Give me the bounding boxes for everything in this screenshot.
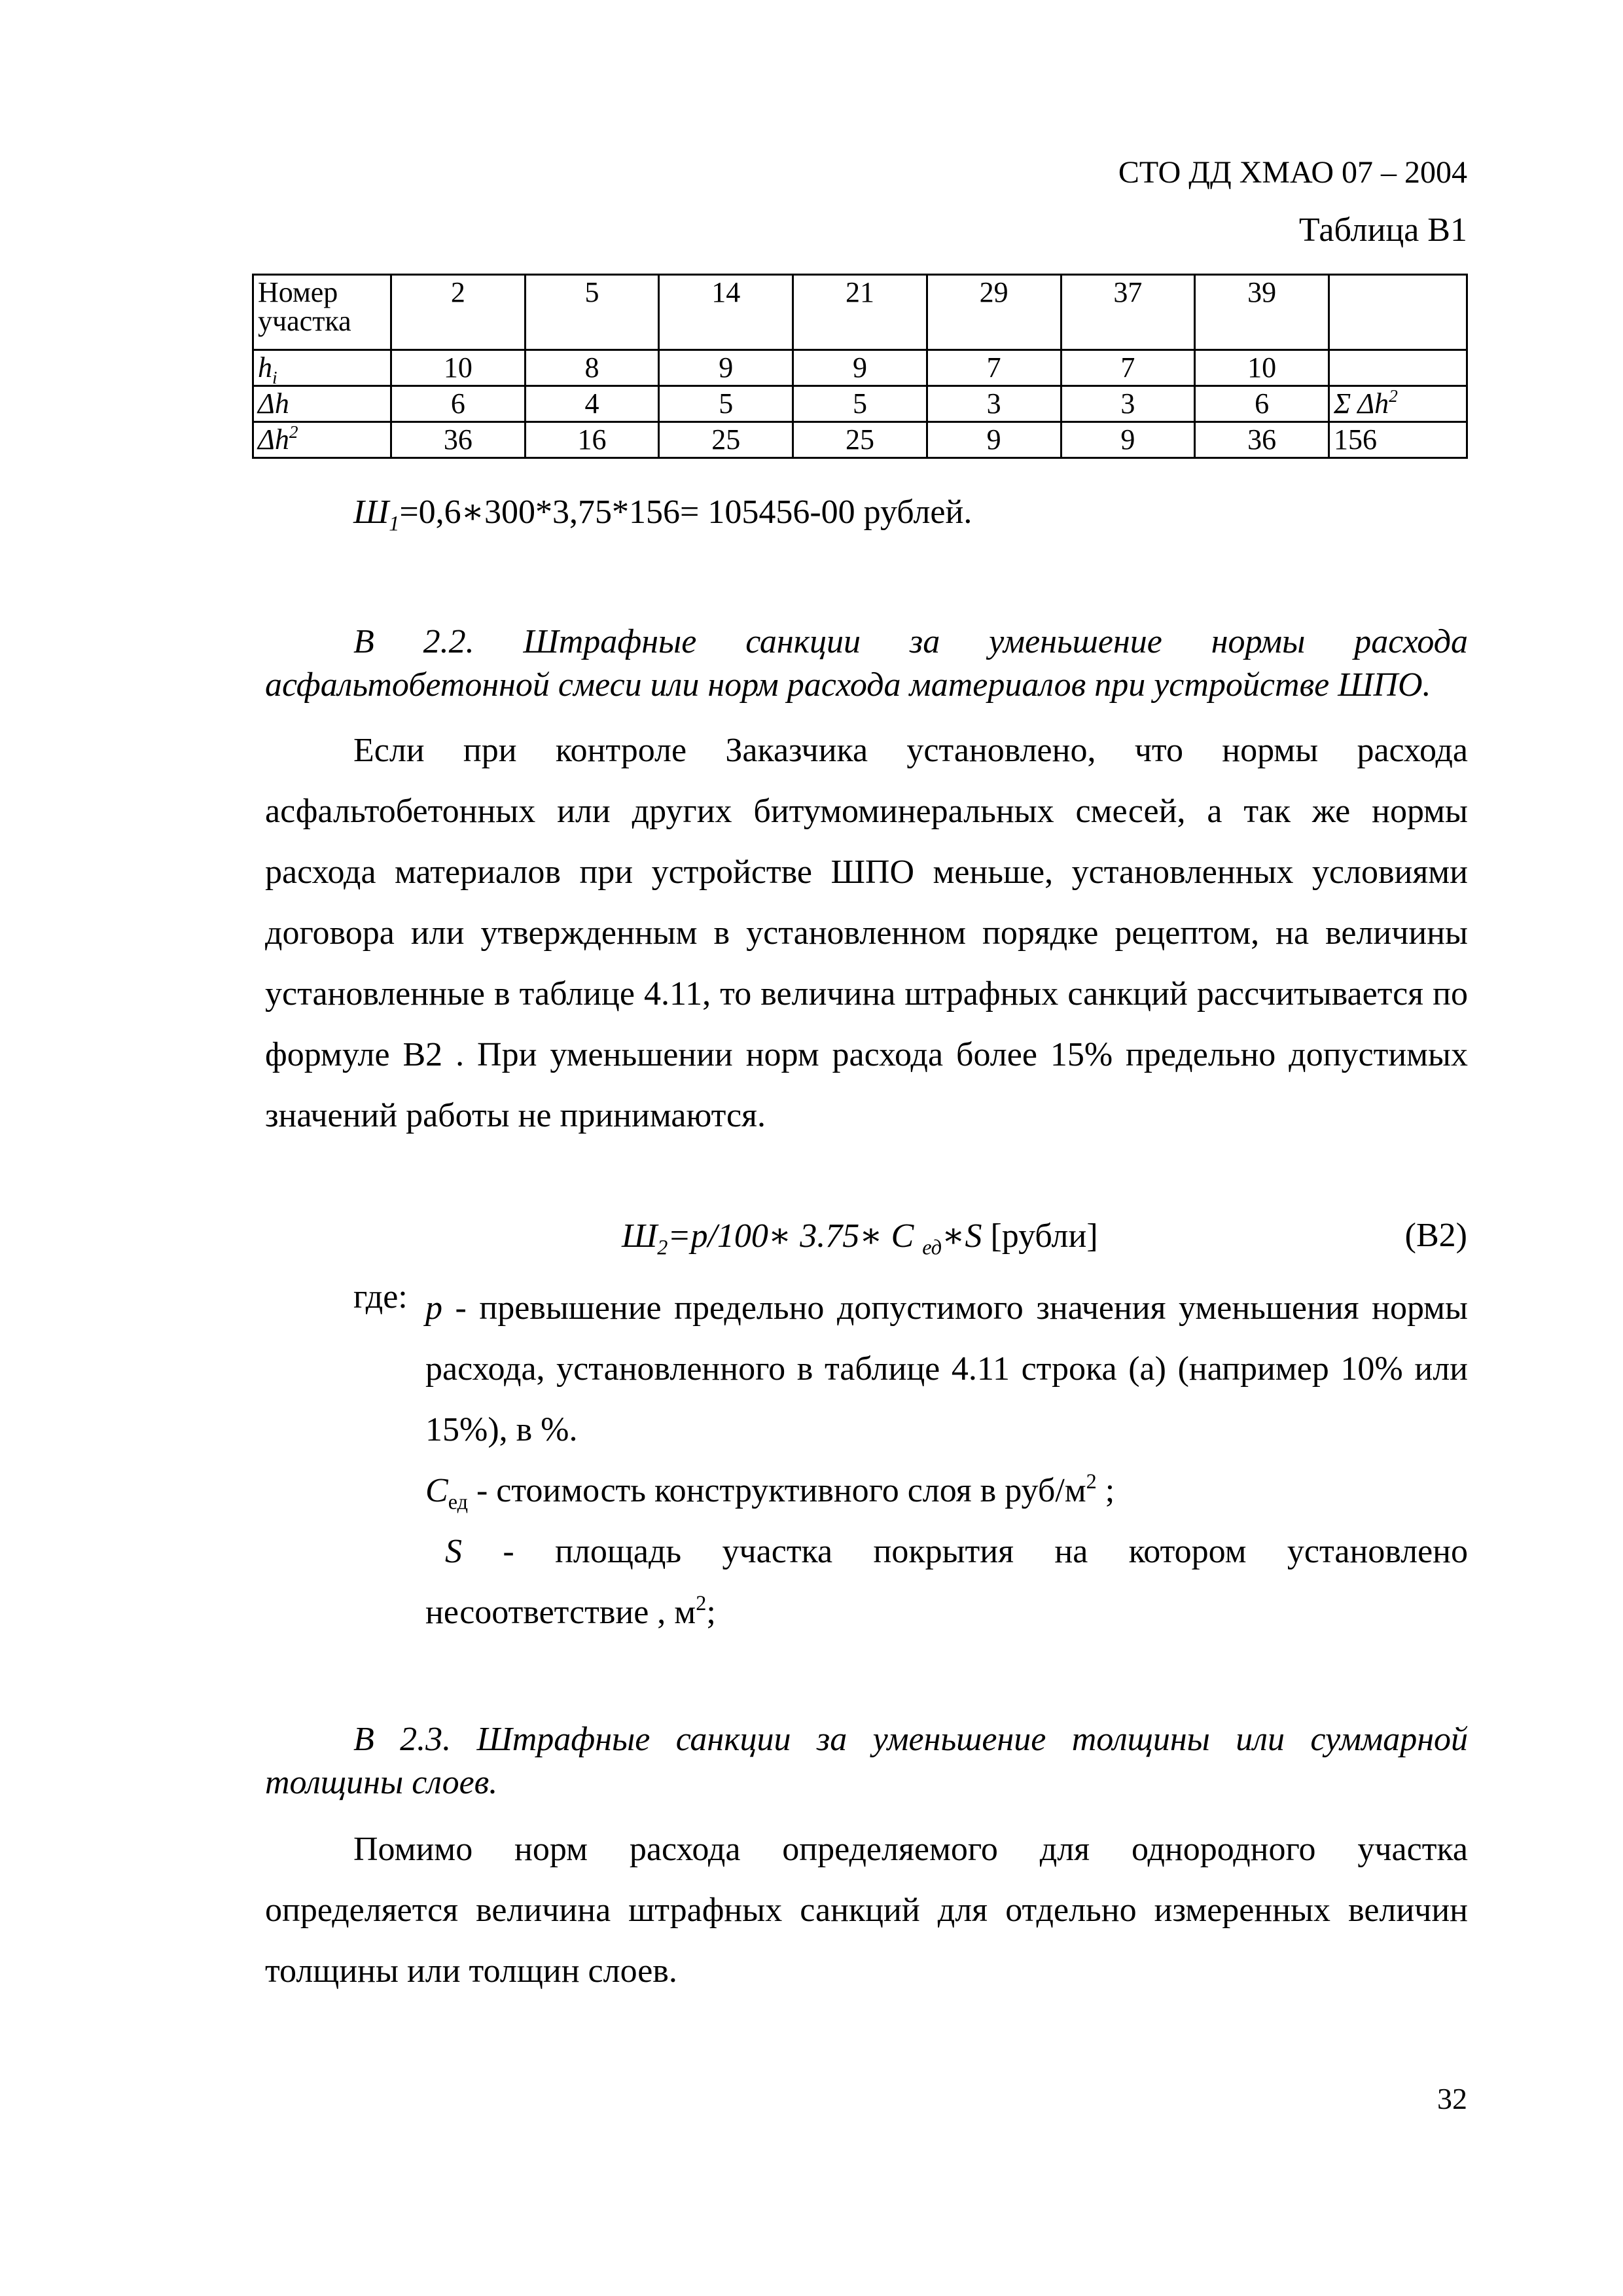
table-cell: 9 <box>793 350 927 386</box>
table-cell: 5 <box>659 386 793 422</box>
table-cell: 25 <box>659 422 793 458</box>
table-cell <box>1329 350 1467 386</box>
data-table <box>252 274 1468 459</box>
section-b22 <box>265 620 1468 1146</box>
where-definitions <box>425 1278 1468 1643</box>
table-cell: 29 <box>927 275 1061 350</box>
table-title: Таблица В1 <box>1298 211 1467 249</box>
table-cell: 10 <box>391 350 526 386</box>
table-cell: 8 <box>525 350 659 386</box>
table-cell: 6 <box>391 386 526 422</box>
section-heading: В 2.3. Штрафные санкции за уменьшение толщины или суммарной толщины слоев. <box>265 1721 1468 1801</box>
table-cell: 37 <box>1061 275 1195 350</box>
table-cell: 14 <box>659 275 793 350</box>
table-cell: 36 <box>1195 422 1329 458</box>
definition-c: $С_{ед}$ - стоимость конструктивного слоя в руб/$м^2$ ; <box>425 1469 1115 1514</box>
section-b23 <box>265 1718 1468 2001</box>
table-cell: 156 <box>1329 422 1467 458</box>
table-cell: 9 <box>659 350 793 386</box>
row-label: $\Delta h^2$ <box>253 422 391 458</box>
formula-sh1: $Ш_1=0,6∗300*3,75*156= 105456-00$ рублей. <box>353 493 972 535</box>
formula-sh2: $Ш_2=p/100∗$ 3.75∗ С $_{ед}$∗S [рубли] <box>622 1217 1098 1259</box>
definition-s: S - площадь участка покрытия на котором установлено несоответствие , $м^2$; <box>425 1533 1468 1631</box>
table-row <box>253 386 1467 422</box>
table-cell: 3 <box>927 386 1061 422</box>
table-cell: 39 <box>1195 275 1329 350</box>
table-cell: 2 <box>391 275 526 350</box>
section-body: Если при контроле Заказчика установлено, что нормы расхода асфальтобетонных или других битумоминеральных смесей, а так же нормы расхода материалов при устройстве ШПО меньше, установленных условиями договора или утвержденным в установленном порядке рецептом, на величины установленные в таблице 4.11, то величина штрафных санкций рассчитывается по формуле В2 . При уменьшении норм расхода более 15% предельно допустимых значений работы не принимаются. <box>265 732 1468 1134</box>
equation-number: (В2) <box>1404 1217 1467 1254</box>
table-cell: Σ $\Delta h^2$ <box>1329 386 1467 422</box>
row-label: Δh <box>253 386 391 422</box>
table-row <box>253 350 1467 386</box>
table-cell: 3 <box>1061 386 1195 422</box>
table-cell: 7 <box>927 350 1061 386</box>
row-label: $h_i$ <box>253 350 391 386</box>
table-cell: 9 <box>927 422 1061 458</box>
table-cell: 16 <box>525 422 659 458</box>
table-cell: 4 <box>525 386 659 422</box>
table-cell: 6 <box>1195 386 1329 422</box>
definition-p: р - превышение предельно допустимого значения уменьшения нормы расхода, установленного в таблице 4.11 строка (а) (например 10% или 15%), в %. <box>425 1289 1468 1448</box>
table-cell: 7 <box>1061 350 1195 386</box>
table-row <box>253 275 1467 350</box>
table-cell: 10 <box>1195 350 1329 386</box>
page-number: 32 <box>1437 2082 1467 2115</box>
table-cell: 5 <box>525 275 659 350</box>
where-intro: где: <box>353 1278 408 1316</box>
table-row <box>253 422 1467 458</box>
table-cell: 9 <box>1061 422 1195 458</box>
table-cell: 21 <box>793 275 927 350</box>
table-cell: 36 <box>391 422 526 458</box>
table-cell: 5 <box>793 386 927 422</box>
table-cell <box>1329 275 1467 350</box>
document-code: СТО ДД ХМАО 07 – 2004 <box>1118 155 1467 190</box>
section-heading: В 2.2. Штрафные санкции за уменьшение нормы расхода асфальтобетонной смеси или норм расхода материалов при устройстве ШПО. <box>265 623 1468 704</box>
row-label: Номер участка <box>253 275 391 350</box>
table-cell: 25 <box>793 422 927 458</box>
section-body: Помимо норм расхода определяемого для однородного участка определяется величина штрафных санкций для отдельно измеренных величин толщины или толщин слоев. <box>265 1831 1468 1990</box>
